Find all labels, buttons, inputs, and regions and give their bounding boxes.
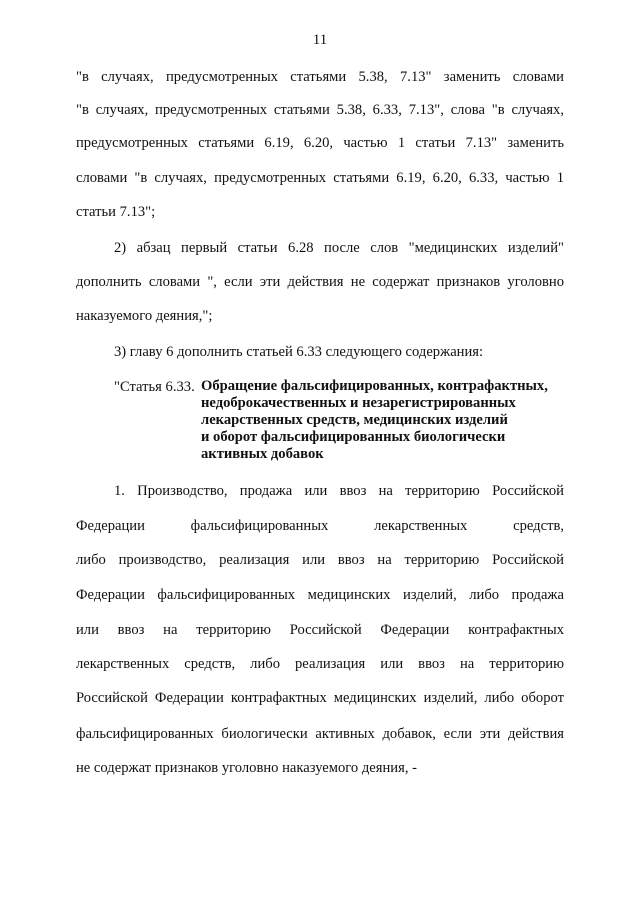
article-title-line-4: и оборот фальсифицированных биологически <box>201 429 506 445</box>
paragraph-1-line-2: "в случаях, предусмотренных статьями 5.38, 6.33, 7.13", слова "в случаях, <box>76 102 564 118</box>
article-title-line-3: лекарственных средств, медицинских изделий <box>201 412 508 428</box>
article-label: "Статья 6.33. <box>114 379 195 395</box>
paragraph-4-line-1: 1. Производство, продажа или ввоз на территорию Российской <box>114 483 564 499</box>
article-title-line-5: активных добавок <box>201 446 324 462</box>
paragraph-2-line-3: наказуемого деяния,"; <box>76 308 213 324</box>
paragraph-4-line-2: Федерации фальсифицированных лекарственных средств, <box>76 518 564 534</box>
page-number: 11 <box>312 32 328 48</box>
paragraph-4-line-5: или ввоз на территорию Российской Федерации контрафактных <box>76 622 564 638</box>
paragraph-1-line-3: предусмотренных статьями 6.19, 6.20, частью 1 статьи 7.13" заменить <box>76 135 564 151</box>
paragraph-4-line-8: фальсифицированных биологически активных добавок, если эти действия <box>76 726 564 742</box>
paragraph-1-line-4: словами "в случаях, предусмотренных статьями 6.19, 6.20, 6.33, частью 1 <box>76 170 564 186</box>
paragraph-1-line-5: статьи 7.13"; <box>76 204 156 220</box>
article-title <box>201 378 561 463</box>
article-title-line-2: недоброкачественных и незарегистрированных <box>201 395 516 411</box>
paragraph-4-line-9: не содержат признаков уголовно наказуемого деяния, - <box>76 760 417 776</box>
paragraph-2-line-1: 2) абзац первый статьи 6.28 после слов "медицинских изделий" <box>114 240 564 256</box>
paragraph-2-line-2: дополнить словами ", если эти действия не содержат признаков уголовно <box>76 274 564 290</box>
article-title-line-1: Обращение фальсифицированных, контрафактных, <box>201 378 548 394</box>
paragraph-4-line-6: лекарственных средств, либо реализация или ввоз на территорию <box>76 656 564 672</box>
paragraph-3-line-1: 3) главу 6 дополнить статьей 6.33 следующего содержания: <box>114 344 484 360</box>
paragraph-4-line-3: либо производство, реализация или ввоз на территорию Российской <box>76 552 564 568</box>
paragraph-4-line-7: Российской Федерации контрафактных медицинских изделий, либо оборот <box>76 690 564 706</box>
paragraph-1-line-1: "в случаях, предусмотренных статьями 5.38, 7.13" заменить словами <box>76 69 564 85</box>
paragraph-4-line-4: Федерации фальсифицированных медицинских изделий, либо продажа <box>76 587 564 603</box>
